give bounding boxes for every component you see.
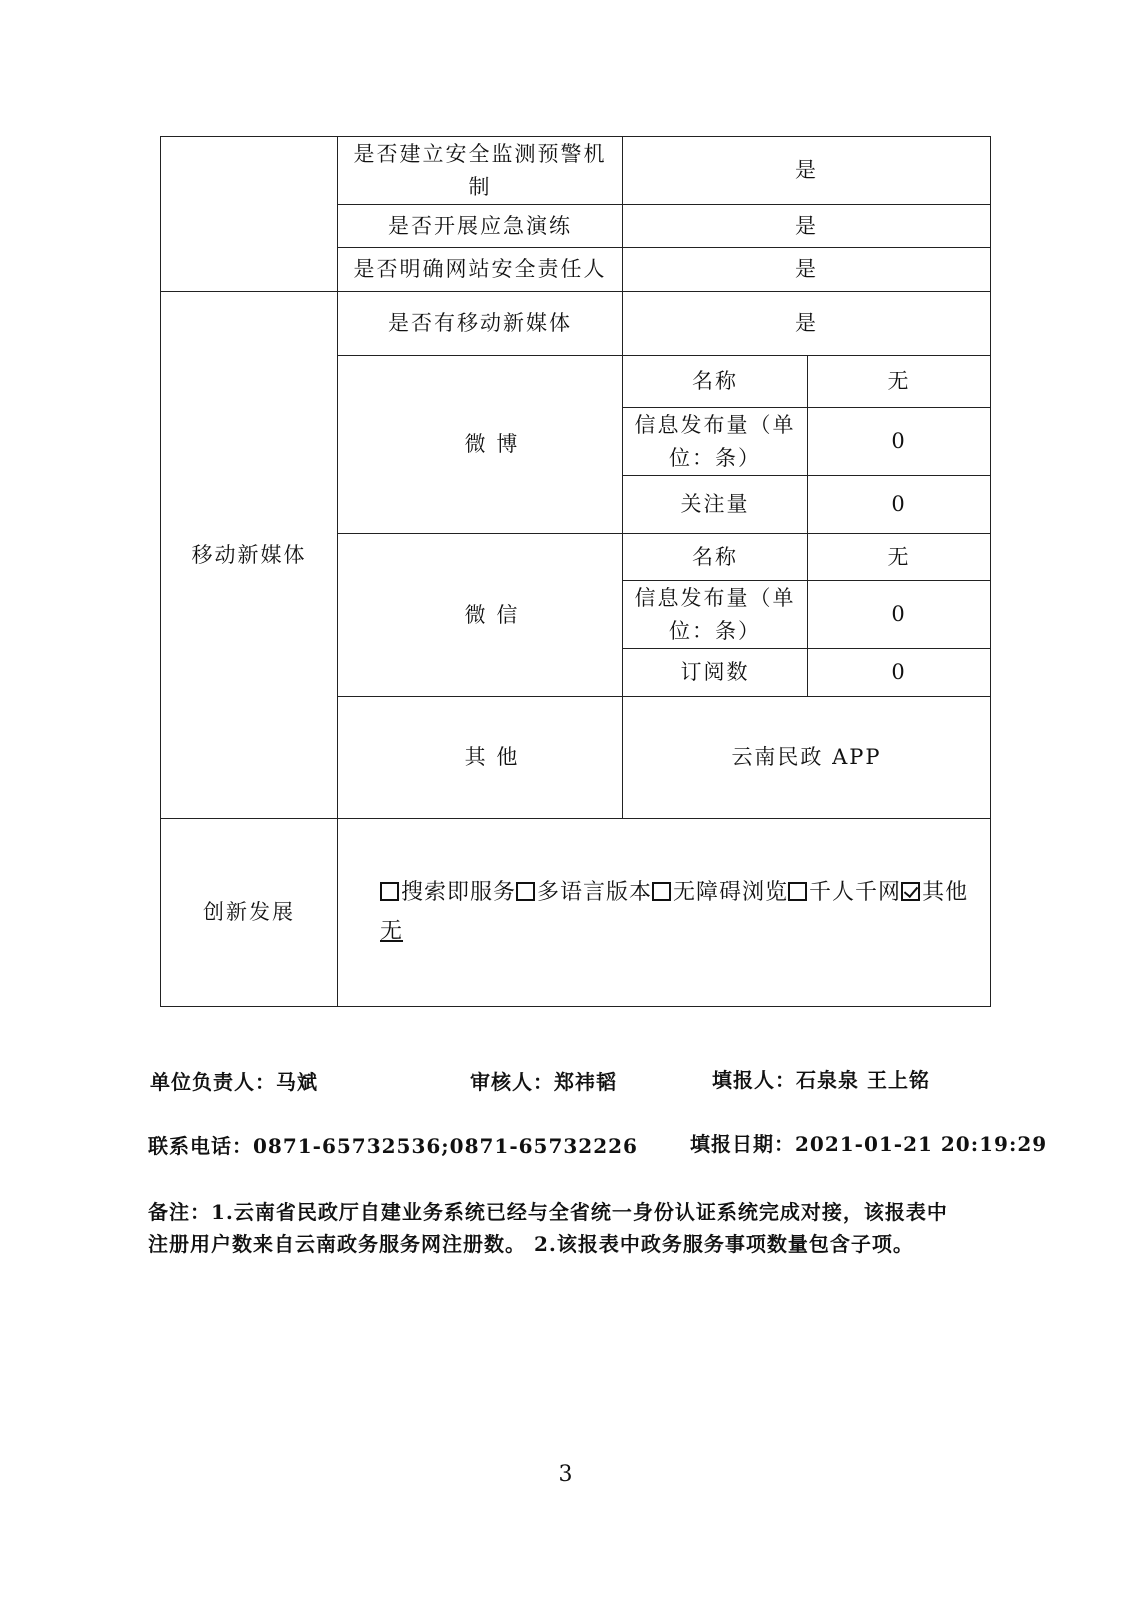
- owner-value: 是: [623, 248, 991, 292]
- owner-label: 是否明确网站安全责任人: [338, 248, 623, 292]
- wechat-name-label: 名称: [623, 534, 808, 581]
- unit-head: 单位负责人：马斌: [150, 1070, 318, 1094]
- weibo-name-label: 名称: [623, 356, 808, 408]
- has-media-value: 是: [623, 292, 991, 356]
- weibo-followers-label: 关注量: [623, 476, 808, 534]
- has-media-label: 是否有移动新媒体: [338, 292, 623, 356]
- innovation-other-text: 无: [380, 918, 404, 944]
- filler: 填报人：石泉泉 王上铭: [712, 1068, 930, 1092]
- wechat-subs-value: 0: [808, 649, 991, 697]
- remarks: 备注：1.云南省民政厅自建业务系统已经与全省统一身份认证系统完成对接，该报表中注册用户数来自云南政务服务网注册数。 2.该报表中政务服务事项数量包含子项。: [148, 1200, 948, 1256]
- weibo-label: 微 博: [338, 356, 623, 534]
- security-category-cell: [161, 137, 338, 292]
- other-media-value: 云南民政 APP: [623, 697, 991, 819]
- wechat-posts-label: 信息发布量（单位：条）: [623, 581, 808, 649]
- option-search-service: 搜索即服务: [401, 880, 517, 906]
- page-number: 3: [558, 1462, 573, 1487]
- weibo-followers-value: 0: [808, 476, 991, 534]
- wechat-label: 微 信: [338, 534, 623, 697]
- checkbox-search-service[interactable]: [380, 882, 399, 901]
- contact-phone: 联系电话：0871-65732536;0871-65732226: [148, 1134, 638, 1158]
- checkbox-personalized[interactable]: [788, 882, 807, 901]
- reviewer: 审核人：郑祎韬: [470, 1070, 617, 1094]
- option-other: 其他: [922, 880, 969, 906]
- option-personalized: 千人千网: [809, 880, 902, 906]
- monitor-value: 是: [623, 137, 991, 205]
- wechat-posts-value: 0: [808, 581, 991, 649]
- media-category: 移动新媒体: [161, 292, 338, 819]
- drill-label: 是否开展应急演练: [338, 205, 623, 248]
- checkbox-other[interactable]: [901, 882, 920, 901]
- option-multilingual: 多语言版本: [537, 880, 653, 906]
- wechat-subs-label: 订阅数: [623, 649, 808, 697]
- option-accessibility: 无障碍浏览: [673, 880, 789, 906]
- wechat-name-value: 无: [808, 534, 991, 581]
- innovation-category: 创新发展: [161, 819, 338, 1007]
- innovation-options: [380, 876, 976, 910]
- weibo-posts-value: 0: [808, 408, 991, 476]
- checkbox-accessibility[interactable]: [652, 882, 671, 901]
- weibo-posts-label: 信息发布量（单位：条）: [623, 408, 808, 476]
- innovation-cell: [338, 819, 991, 1007]
- drill-value: 是: [623, 205, 991, 248]
- monitor-label: 是否建立安全监测预警机制: [338, 137, 623, 205]
- report-table: [160, 136, 991, 1007]
- other-media-label: 其 他: [338, 697, 623, 819]
- checkbox-multilingual[interactable]: [516, 882, 535, 901]
- fill-date: 填报日期：2021-01-21 20:19:29: [690, 1132, 1048, 1156]
- weibo-name-value: 无: [808, 356, 991, 408]
